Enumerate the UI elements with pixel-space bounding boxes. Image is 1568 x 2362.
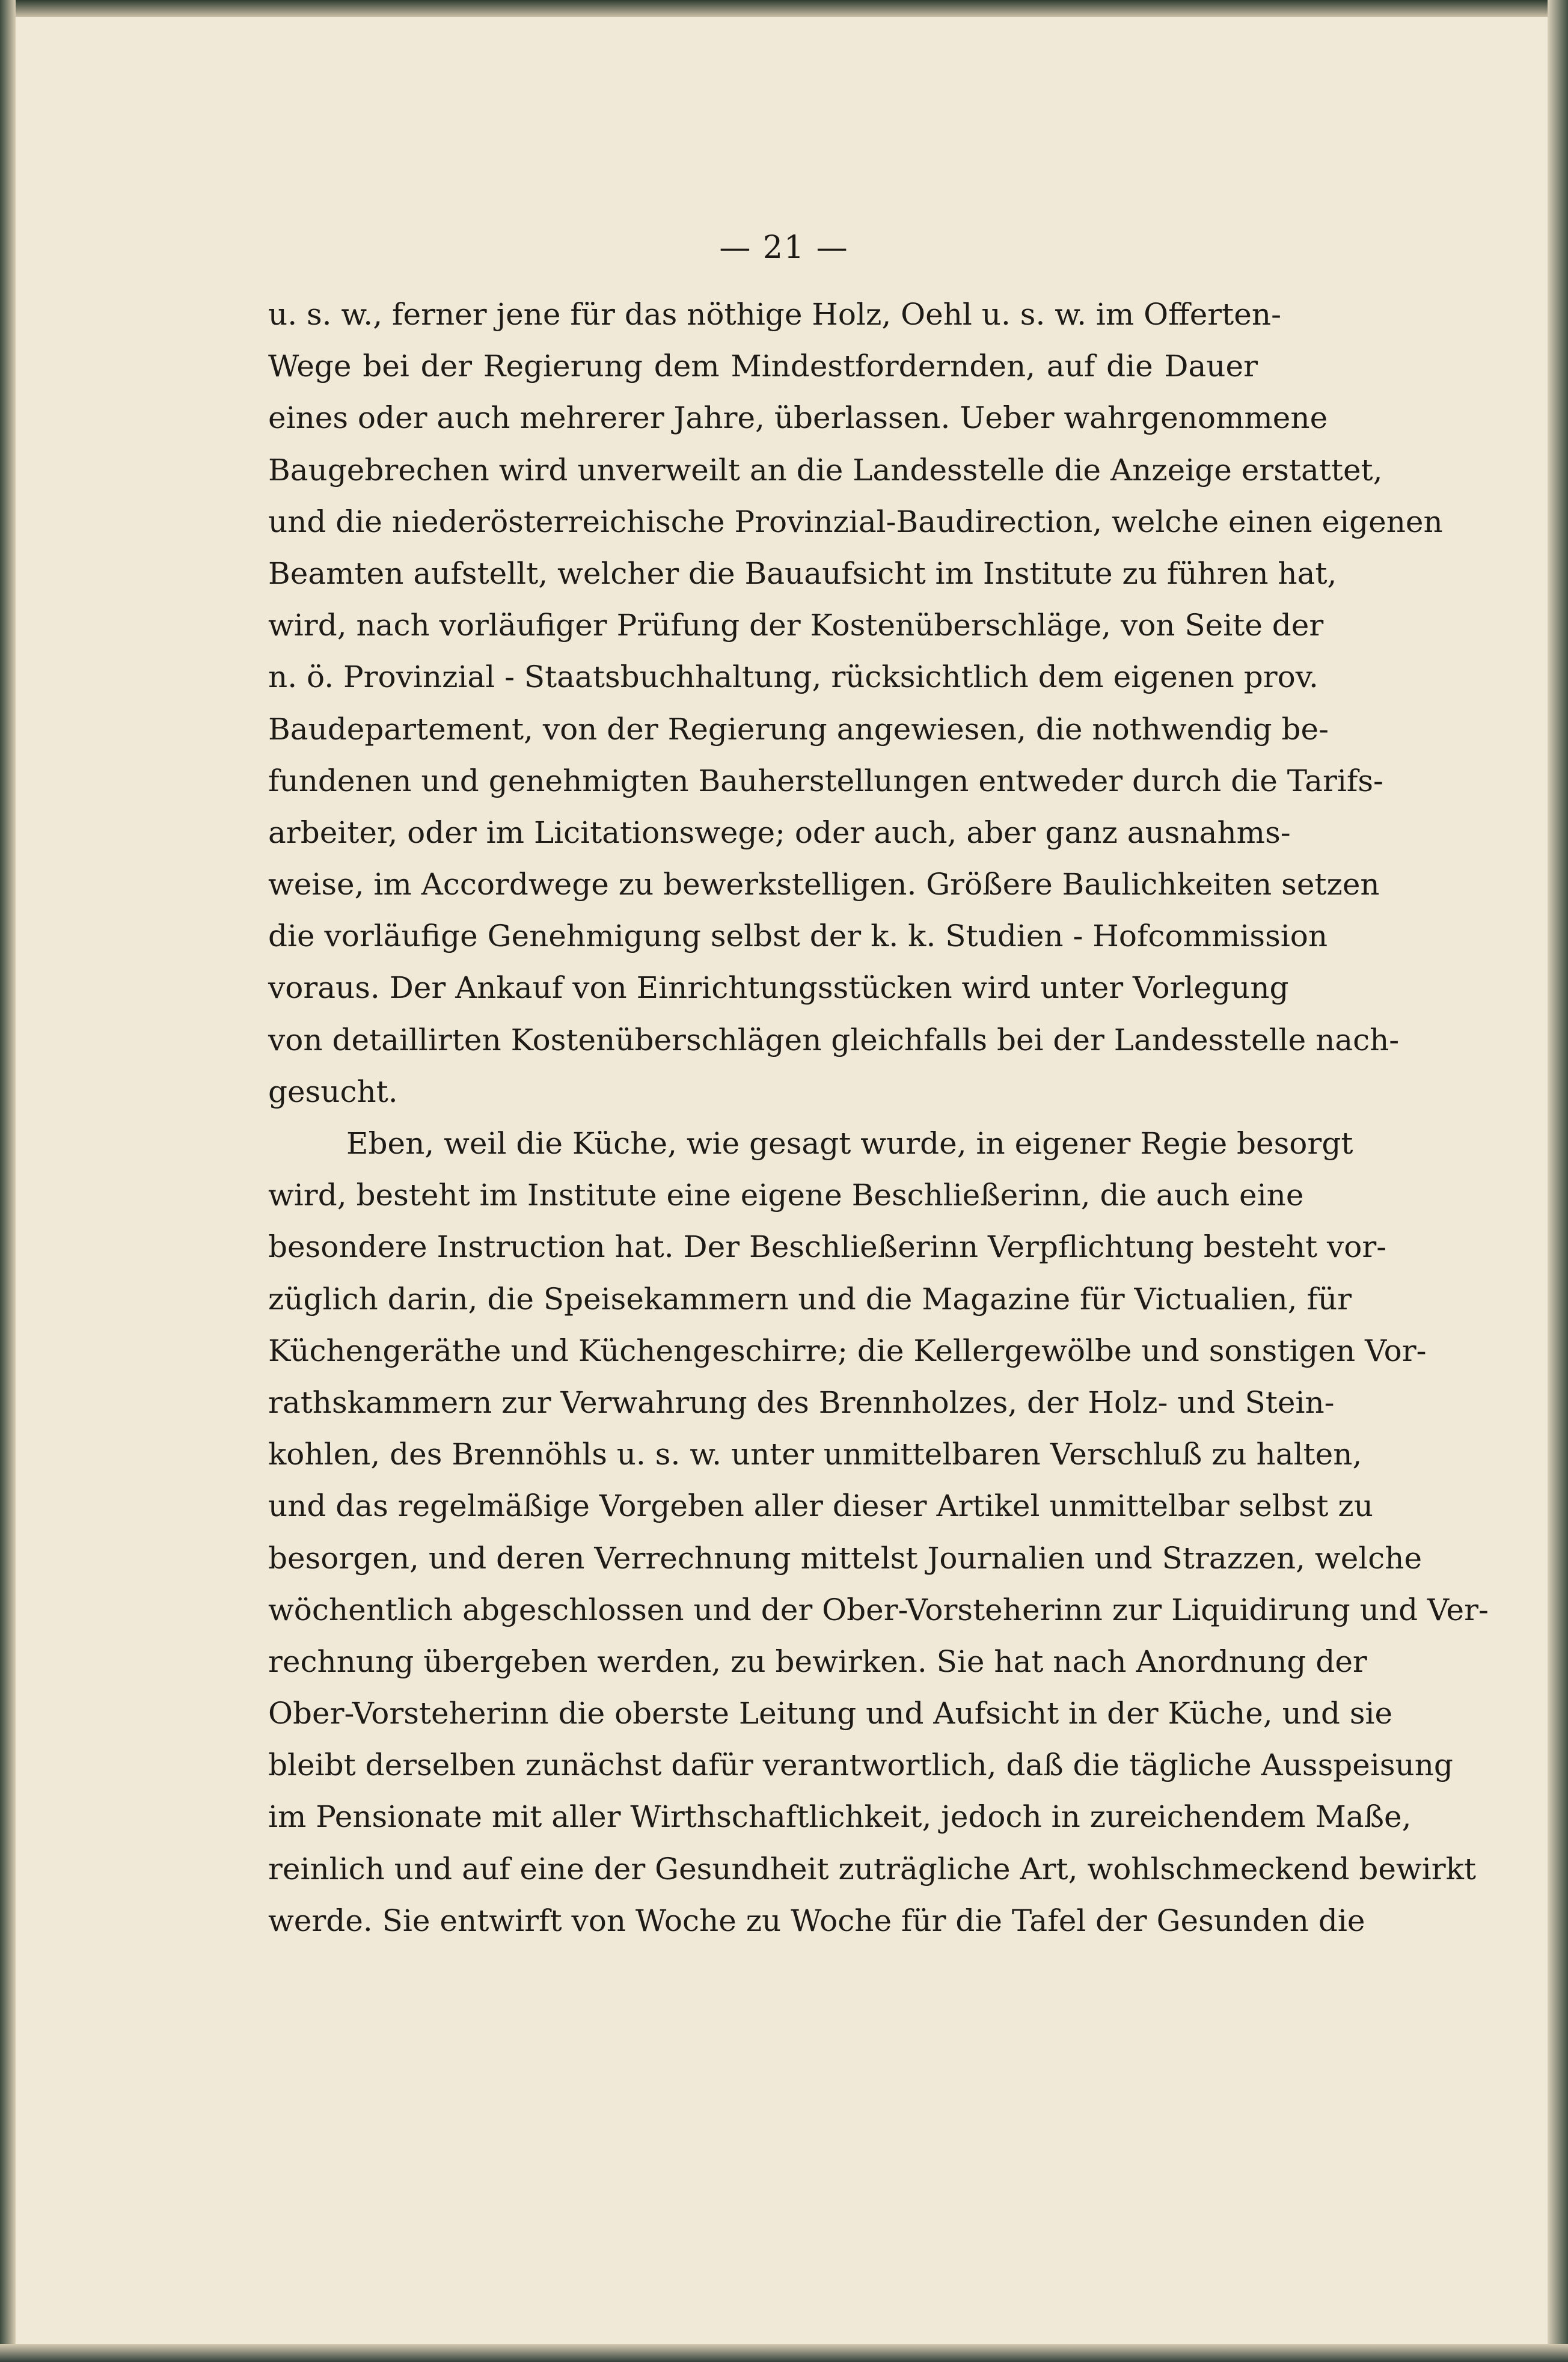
text-line: im Pensionate mit aller Wirthschaftlichkeit, jedoch in zureichendem Maße, bbox=[268, 1799, 1412, 1835]
text-line: weise, im Accordwege zu bewerkstelligen. Größere Baulichkeiten setzen bbox=[268, 867, 1380, 902]
page-edge-left bbox=[0, 0, 16, 2362]
text-line: Küchengeräthe und Küchengeschirre; die Kellergewölbe und sonstigen Vor- bbox=[268, 1333, 1427, 1368]
text-line: reinlich und auf eine der Gesundheit zuträgliche Art, wohlschmeckend bewirkt bbox=[268, 1851, 1477, 1886]
text-line: Wege bei der Regierung dem Mindestfordernden, auf die Dauer bbox=[268, 349, 1258, 384]
text-line: bleibt derselben zunächst dafür verantwortlich, daß die tägliche Ausspeisung bbox=[268, 1748, 1453, 1783]
text-line: wird, nach vorläufiger Prüfung der Kostenüberschläge, von Seite der bbox=[268, 608, 1324, 643]
text-line: die vorläufige Genehmigung selbst der k. k. Studien - Hofcommission bbox=[268, 919, 1328, 954]
text-line: n. ö. Provinzial - Staatsbuchhaltung, rücksichtlich dem eigenen prov. bbox=[268, 659, 1318, 695]
text-line: züglich darin, die Speisekammern und die Magazine für Victualien, für bbox=[268, 1281, 1352, 1317]
text-line: fundenen und genehmigten Bauherstellungen entweder durch die Tarifs- bbox=[268, 763, 1383, 798]
text-line: Baudepartement, von der Regierung angewiesen, die nothwendig be- bbox=[268, 711, 1329, 747]
text-line: Beamten aufstellt, welcher die Bauaufsicht im Institute zu führen hat, bbox=[268, 555, 1337, 591]
text-line: voraus. Der Ankauf von Einrichtungsstücken wird unter Vorlegung bbox=[268, 970, 1289, 1006]
text-line: besondere Instruction hat. Der Beschließerinn Verpflichtung besteht vor- bbox=[268, 1229, 1387, 1265]
text-line: Baugebrechen wird unverweilt an die Landesstelle die Anzeige erstattet, bbox=[268, 452, 1383, 488]
text-line: eines oder auch mehrerer Jahre, überlassen. Ueber wahrgenommene bbox=[268, 400, 1328, 436]
text-line: wird, besteht im Institute eine eigene Beschließerinn, die auch eine bbox=[268, 1178, 1304, 1213]
text-line: Ober-Vorsteherinn die oberste Leitung und Aufsicht in der Küche, und sie bbox=[268, 1696, 1393, 1731]
text-line: besorgen, und deren Verrechnung mittelst Journalien und Strazzen, welche bbox=[268, 1540, 1423, 1576]
text-line: von detaillirten Kostenüberschlägen gleichfalls bei der Landesstelle nach- bbox=[268, 1022, 1400, 1057]
text-line: rechnung übergeben werden, zu bewirken. Sie hat nach Anordnung der bbox=[268, 1644, 1367, 1679]
text-line: u. s. w., ferner jene für das nöthige Holz, Oehl u. s. w. im Offerten- bbox=[268, 297, 1281, 332]
text-line: Eben, weil die Küche, wie gesagt wurde, in eigener Regie besorgt bbox=[346, 1126, 1353, 1161]
body-text bbox=[268, 289, 1489, 1947]
text-line: rathskammern zur Verwahrung des Brennholzes, der Holz- und Stein- bbox=[268, 1384, 1335, 1420]
text-line: wöchentlich abgeschlossen und der Ober-Vorsteherinn zur Liquidirung und Ver- bbox=[268, 1592, 1489, 1627]
page-edge-bottom bbox=[0, 2344, 1568, 2362]
page-edge-top bbox=[0, 0, 1568, 17]
text-line: gesucht. bbox=[268, 1074, 398, 1109]
page-number-header: — 21 — bbox=[719, 230, 849, 266]
page-edge-right bbox=[1548, 0, 1568, 2362]
text-line: und die niederösterreichische Provinzial-Baudirection, welche einen eigenen bbox=[268, 504, 1443, 539]
text-line: und das regelmäßige Vorgeben aller dieser Artikel unmittelbar selbst zu bbox=[268, 1488, 1373, 1524]
text-line: arbeiter, oder im Licitationswege; oder auch, aber ganz ausnahms- bbox=[268, 815, 1291, 850]
text-line: kohlen, des Brennöhls u. s. w. unter unmittelbaren Verschluß zu halten, bbox=[268, 1437, 1362, 1472]
text-line: werde. Sie entwirft von Woche zu Woche für die Tafel der Gesunden die bbox=[268, 1903, 1365, 1938]
